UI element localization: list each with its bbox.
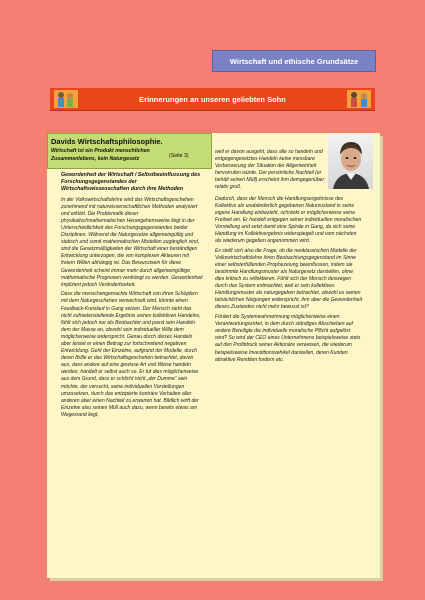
memorial-banner bbox=[50, 88, 375, 110]
family-right-icon bbox=[347, 90, 371, 108]
family-left-icon bbox=[54, 90, 78, 108]
section-tag: Wirtschaft und ethische Grundsätze bbox=[212, 50, 376, 72]
article-title-box bbox=[47, 133, 212, 169]
article-paragraph: Dadurch, dass der Mensch die Handlungsergebnisse des Kollektivs als unabänderlich gegebenen Naturzustand in seine eigene Handlung einbezieht, schränkt er möglicherweise seine Freiheit ein. Er handelt entgegen seiner individuellen moralischen Vorstellung und setzt damit eine Spirale in Gang, da sich seine Handlung im Kollektivergebnis widerspiegelt und vom nächsten als wiederum gegeben angenommen wird. bbox=[215, 195, 362, 245]
article-paragraph: Fördert die Systemwahrnehmung möglicherweise einen Verantwortungszirkel, in dem durch ständiges Abschieben auf andere Beteiligte die individuelle moralische Pflicht aufgelöst wird? So wird der CEO eines Unternehmens beispielsweise stets auf den Profitdruck seiner Aktionäre verweisen, die wiederum beispielsweise Investitionsvehikel darstellen, deren Kunden attraktive Renditen fordern etc. bbox=[215, 314, 361, 363]
article-subtitle: Wirtschaft ist ein Produkt menschlichen Zusammenlebens, kein Naturgesetz bbox=[51, 148, 150, 162]
page-reference: (Seite 3) bbox=[169, 153, 189, 159]
article-title: Davids Wirtschaftsphilosophie. bbox=[51, 137, 163, 146]
article-lead: Gewordenheit der Wirtschaft / Selbstbeeinflussung des Forschungsgegenstandes der Wirtschaftswissenschaften durch ihre Methoden bbox=[61, 172, 201, 193]
article-paragraph: weil er davon ausgeht, dass alle so handeln und entgegengesetztes Handeln keine messbare Verbesserung der Situation der Allgemeinheit hervorrufen würde. Der persönliche Nachteil (er behält seinen Müll) erscheint ihm demgegenüber relativ groß. bbox=[215, 149, 325, 191]
article-paragraph: In der Volkswirtschaftslehre wird das Wirtschaftsgeschehen zunehmend mit naturwissenschaftlichen Methoden analysiert und erklärt. Die Problematik dieser physikalischmathematischen Herangehensweise liegt in der Unterschiedlichkeit des Forschungsgegenstandes beider Disziplinen. Während die Naturgesetze allgemeingültig und statisch und somit mathematischen Modellen zugänglich sind, sind die Gesetzmäßigkeiten der Wirtschaft einer beständigen Entwicklung unterzogen, die von komplexen Akteuren mit freiem Willen abhängig ist. Das Bewusstsein für diese Gewordenheit scheint immer mehr durch allgemeingültige mathematische Prognosen verdrängt zu werden. Gewordenheit impliziert jedoch Veränderbarkeit. bbox=[61, 196, 203, 288]
banner-text: Erinnerungen an unseren geliebten Sohn bbox=[139, 94, 286, 104]
article-column-right bbox=[215, 149, 363, 366]
article-paragraph: Dass die menschengemachte Wirtschaft von ihren Schöpfern mit dem Naturgeschehen verwechselt wird, könnte einen Feedback-Kreislauf in Gang setzen. Der Mensch sieht das nicht zufriedenstellende Ergebnis seines kollektiven Handelns, fühlt sich jedoch nur als Beobachter und passt sein Handeln dem der Masse an, obwohl sein individueller Wille dem möglicherweise widerspricht. Genau durch dieses Handeln aber leistet er einen Beitrag zur fortschreitend negativen Entwicklung. Geht der Einzelne, aufgrund der Modelle, durch deren Brille er das Wirtschaftsgeschehen betrachtet, davon aus, dass andere auf eine gewisse Art und Weise handeln werden, handelt er selbst auch so. Er tut dies möglicherweise aus dem Grund, dass er schlicht nicht „der Dumme“ sein möchte, der versucht, seine individuellen Vorstellungen umzusetzen, durch das entzipierte konträre Verhalten aller anderen aber einen Nachteil zu erwarten hat. Bildlich wirft der Einzelne also seinen Müll auch dazu, wenn bereits etwas am Wegesrand liegt, bbox=[61, 291, 201, 418]
article-paragraph: Es stellt sich also die Frage, ob die neoklassischen Modelle der Volkswirtschaftslehre ihren Beobachtungsgegenstand im Sinne einer selbsterfüllenden Prophezeiung beeinflussen, indem sie bestimmte Handlungsmuster als Naturgesetz darstellen, ohne dies kritisch zu reflektieren. Fühlt sich der Mensch deswegen durch das System entmachtet, weil er sein kollektives Handlungsmuster als naturgegeben betrachtet, obwohl es seinen tatsächlichen Neigungen widerspricht, ihm aber die Gewordenheit dieses Zustandes nicht mehr bewusst ist? bbox=[215, 247, 363, 311]
article-column-left bbox=[61, 172, 203, 422]
